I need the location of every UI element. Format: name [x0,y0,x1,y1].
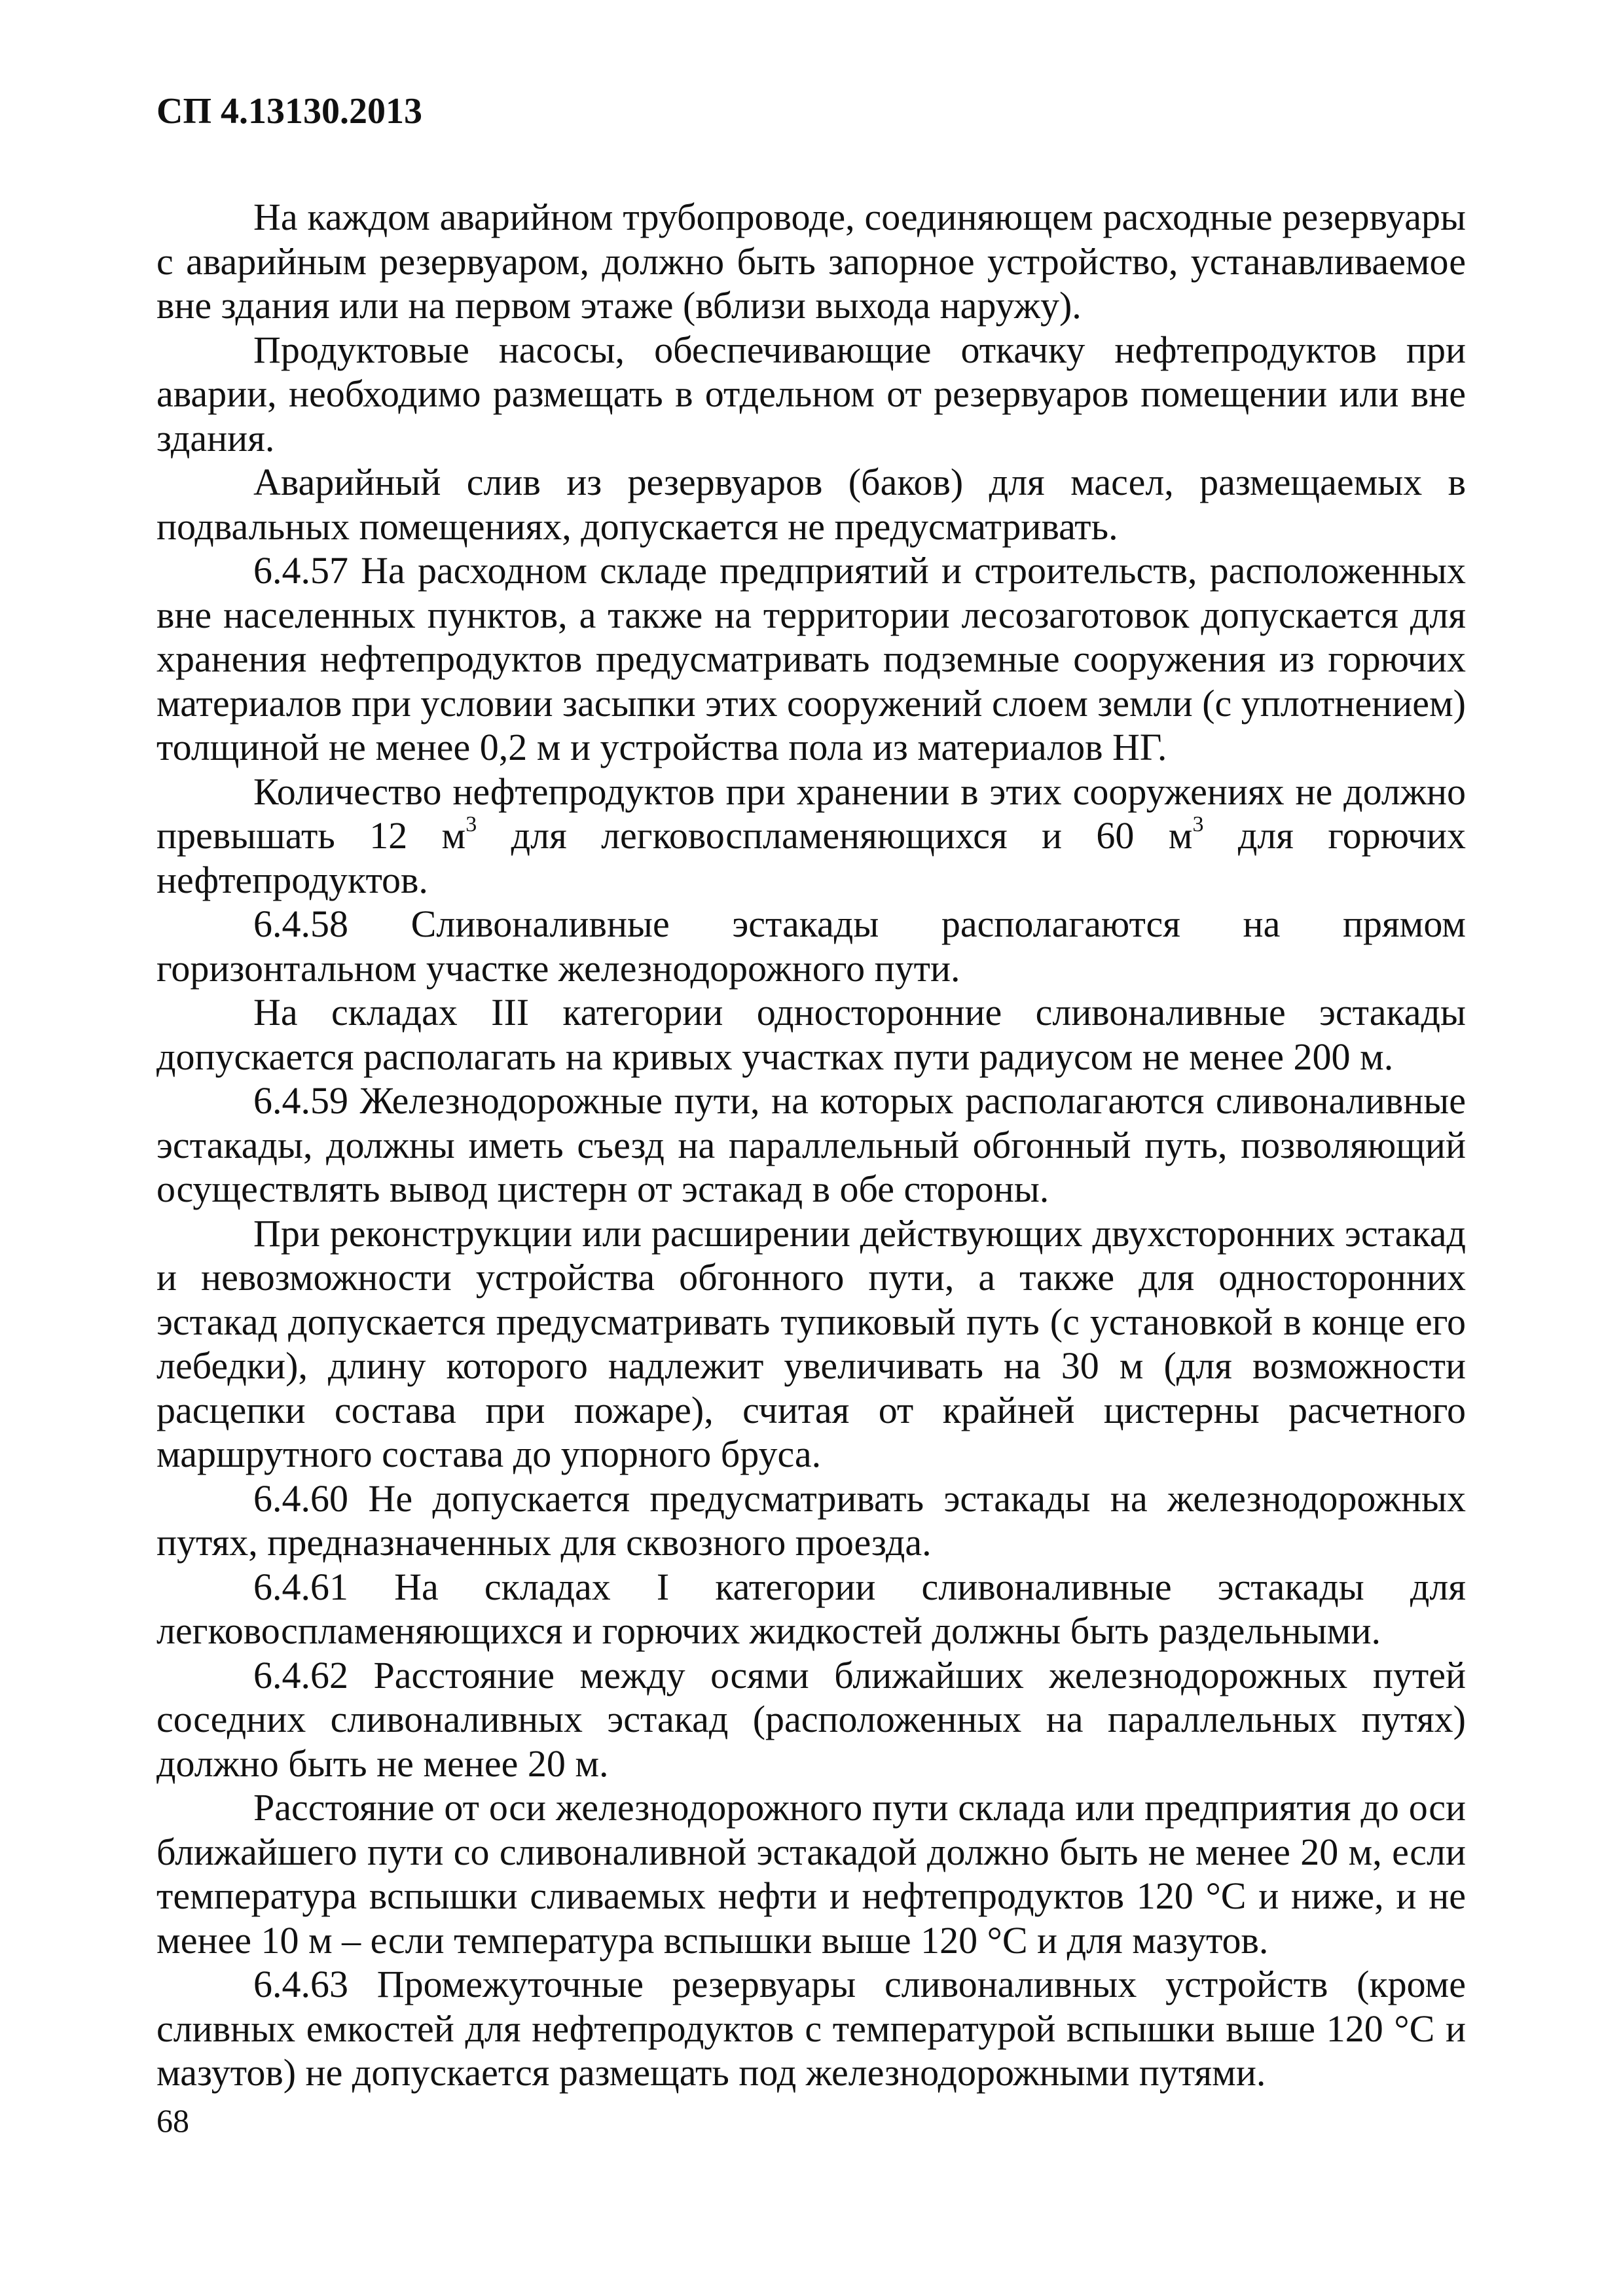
paragraph-product-pumps: Продуктовые насосы, обеспечивающие откачку нефтепродуктов при аварии, необходимо размещать в отдельном от резервуаров помещении или вне здания. [156,328,1466,459]
paragraph-6-4-63: 6.4.63 Промежуточные резервуары сливоналивных устройств (кроме сливных емкостей для нефтепродуктов с температурой вспышки выше 120 °С и мазутов) не допускается размещать под железнодорожными путями. [156,1963,1466,2094]
paragraph-6-4-58: 6.4.58 Сливоналивные эстакады располагаются на прямом горизонтальном участке железнодорожного пути. [156,903,1466,990]
paragraph-6-4-60: 6.4.60 Не допускается предусматривать эстакады на железнодорожных путях, предназначенных для сквозного проезда. [156,1477,1466,1564]
paragraph-storage-volume [156,770,1466,903]
superscript-cubic-1: 3 [465,812,477,836]
paragraph-emergency-pipeline: На каждом аварийном трубопроводе, соединяющем расходные резервуары с аварийным резервуаром, должно быть запорное устройство, устанавливаемое вне здания или на первом этаже (вблизи выхода наружу). [156,196,1466,327]
paragraph-6-4-62: 6.4.62 Расстояние между осями ближайших железнодорожных путей соседних сливоналивных эстакад (расположенных на параллельных путях) должно быть не менее 20 м. [156,1653,1466,1785]
document-body [156,195,1466,2095]
paragraph-reconstruction: При реконструкции или расширении действующих двухсторонних эстакад и невозможности устройства обгонного пути, а также для односторонних эстакад допускается предусматривать тупиковый путь (с установкой в конце его лебедки), длину которого надлежит увеличивать на 30 м (для возможности расцепки состава при пожаре), считая от крайней цистерны расчетного маршрутного состава до упорного бруса. [156,1211,1466,1475]
page-number: 68 [156,2102,189,2139]
paragraph-6-4-59: 6.4.59 Железнодорожные пути, на которых располагаются сливоналивные эстакады, должны иметь съезд на параллельный обгонный путь, позволяющий осуществлять вывод цистерн от эстакад в обе стороны. [156,1079,1466,1210]
document-code-header: СП 4.13130.2013 [156,91,422,132]
storage-volume-text-3: для горючих нефтепродуктов. [156,814,1467,901]
storage-volume-text-1: Количество нефтепродуктов при хранении в этих сооружениях не должно превышать 12 м [156,770,1466,857]
paragraph-6-4-61: 6.4.61 На складах I категории сливоналивные эстакады для легковоспламеняющихся и горючих жидкостей должны быть раздельными. [156,1565,1466,1652]
superscript-cubic-2: 3 [1192,812,1204,836]
paragraph-category-three: На складах III категории односторонние сливоналивные эстакады допускается располагать на кривых участках пути радиусом не менее 200 м. [156,991,1466,1078]
paragraph-emergency-drain: Аварийный слив из резервуаров (баков) для масел, размещаемых в подвальных помещениях, допускается не предусматривать. [156,461,1466,548]
storage-volume-text-2: для легковоспламеняющихся и 60 м [477,814,1193,857]
paragraph-track-distance: Расстояние от оси железнодорожного пути склада или предприятия до оси ближайшего пути со сливоналивной эстакадой должно быть не менее 20 м, если температура вспышки сливаемых нефти и нефтепродуктов 120 °С и ниже, и не менее 10 м – если температура вспышки выше 120 °С и для мазутов. [156,1786,1466,1962]
paragraph-6-4-57: 6.4.57 На расходном складе предприятий и строительств, расположенных вне населенных пунктов, а также на территории лесозаготовок допускается для хранения нефтепродуктов предусматривать подземные сооружения из горючих материалов при условии засыпки этих сооружений слоем земли (с уплотнением) толщиной не менее 0,2 м и устройства пола из материалов НГ. [156,549,1466,768]
